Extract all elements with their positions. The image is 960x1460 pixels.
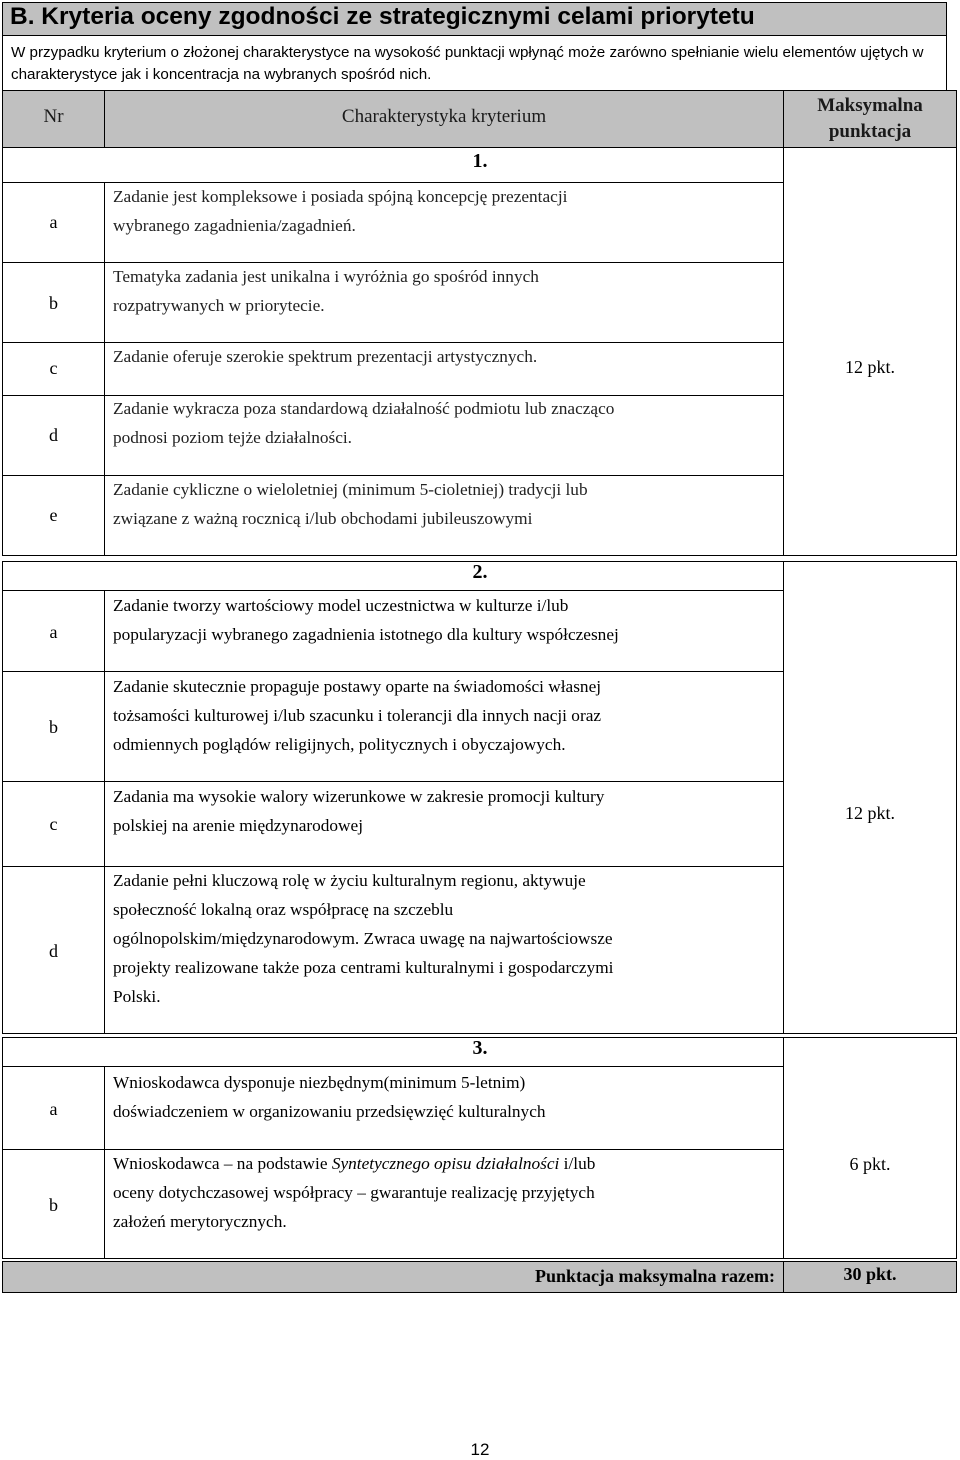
row-2b-letter: b [49,717,58,737]
row-2b-text-line2: tożsamości kulturowej i/lub szacunku i tolerancji dla innych nacji oraz [113,706,602,725]
row-3b-text-line1 [113,1149,595,1178]
row-2a-text-line2: popularyzacji wybranego zagadnienia istotnego dla kultury współczesnej [113,625,619,644]
section-title: B. Kryteria oceny zgodności ze strategicznymi celami priorytetu [10,3,755,30]
row-3b-text-line1-after: i/lub [559,1154,596,1173]
row-1a-letter: a [49,212,58,232]
row-1c-text-line1: Zadanie oferuje szerokie spektrum prezentacji artystycznych. [113,347,538,366]
row-1d-text-line2: podnosi poziom tejże działalności. [113,428,352,447]
section-2-points-cell [783,561,957,1034]
row-1b-text-line2: rozpatrywanych w priorytecie. [113,296,325,315]
page-number: 12 [470,1440,490,1459]
row-2d-text-line3: ogólnopolskim/międzynarodowym. Zwraca uwagę na najwartościowsze [113,929,613,948]
row-2d-text-line4: projekty realizowane także poza centrami kulturalnymi i gospodarczymi [113,958,614,977]
section-3-number: 3. [472,1037,488,1059]
row-3b-text-line1-before: Wnioskodawca – na podstawie [113,1154,332,1173]
row-1e-letter: e [49,505,58,525]
row-1c-letter: c [49,358,58,378]
section-1-points: 12 pkt. [844,357,895,377]
row-3a-letter: a [49,1099,58,1119]
footer-label: Punktacja maksymalna razem: [535,1266,775,1286]
row-3b-letter: b [49,1195,58,1215]
row-1b-text-line1: Tematyka zadania jest unikalna i wyróżnia go spośród innych [113,267,539,286]
row-2c-text-line1: Zadania ma wysokie walory wizerunkowe w zakresie promocji kultury [113,787,605,806]
header-max-line1: Maksymalna [817,95,923,116]
row-2a-text-line1: Zadanie tworzy wartościowy model uczestnictwa w kulturze i/lub [113,596,569,615]
row-3a-text-line2: doświadczeniem w organizowaniu przedsięwzięć kulturalnych [113,1102,546,1121]
row-1b-letter: b [49,293,58,313]
row-3b-text-line3: założeń merytorycznych. [113,1212,287,1231]
header-max-line2: punktacja [828,121,912,142]
intro-text: W przypadku kryterium o złożonej charakterystyce na wysokość punktacji wpłynąć może zarówno spełnianie wielu elementów ujętych w charakterystyce jak i koncentracja na wybranych spośród nich. [11,44,924,83]
row-2c-text-line2: polskiej na arenie międzynarodowej [113,816,364,835]
header-nr: Nr [43,106,64,127]
row-1d-text-line1: Zadanie wykracza poza standardową działalność podmiotu lub znacząco [113,399,615,418]
row-1a-text-line2: wybranego zagadnienia/zagadnień. [113,216,356,235]
row-2d-text-line1: Zadanie pełni kluczową rolę w życiu kulturalnym regionu, aktywuje [113,871,586,890]
section-2-points: 12 pkt. [844,803,895,823]
footer-total: 30 pkt. [843,1264,897,1284]
section-2-number: 2. [472,561,488,583]
header-characteristic: Charakterystyka kryterium [341,106,547,127]
row-3b-text-line2: oceny dotychczasowej współpracy – gwarantuje realizację przyjętych [113,1183,595,1202]
section-3-points-cell [783,1037,957,1259]
row-1e-text-line2: związane z ważną rocznicą i/lub obchodami jubileuszowymi [113,509,533,528]
row-2c-letter: c [49,814,58,834]
row-2a-letter: a [49,622,58,642]
row-3b-text-line1-italic: Syntetycznego opisu działalności [331,1154,560,1173]
row-1e-text-line1: Zadanie cykliczne o wieloletniej (minimum 5-cioletniej) tradycji lub [113,480,588,499]
section-1-points-cell [783,147,957,556]
row-2d-text-line2: społeczność lokalną oraz współpracę na szczeblu [113,900,454,919]
section-3-points: 6 pkt. [849,1154,891,1174]
row-2d-letter: d [49,941,58,961]
section-1-number: 1. [472,150,488,172]
row-1d-letter: d [49,425,58,445]
row-1a-text-line1: Zadanie jest kompleksowe i posiada spójną koncepcję prezentacji [113,187,568,206]
row-2d-text-line5: Polski. [113,987,161,1006]
row-3a-text-line1: Wnioskodawca dysponuje niezbędnym(minimum 5-letnim) [113,1073,526,1092]
row-2b-text-line1: Zadanie skutecznie propaguje postawy oparte na świadomości własnej [113,677,602,696]
row-2b-text-line3: odmiennych poglądów religijnych, politycznych i obyczajowych. [113,735,566,754]
